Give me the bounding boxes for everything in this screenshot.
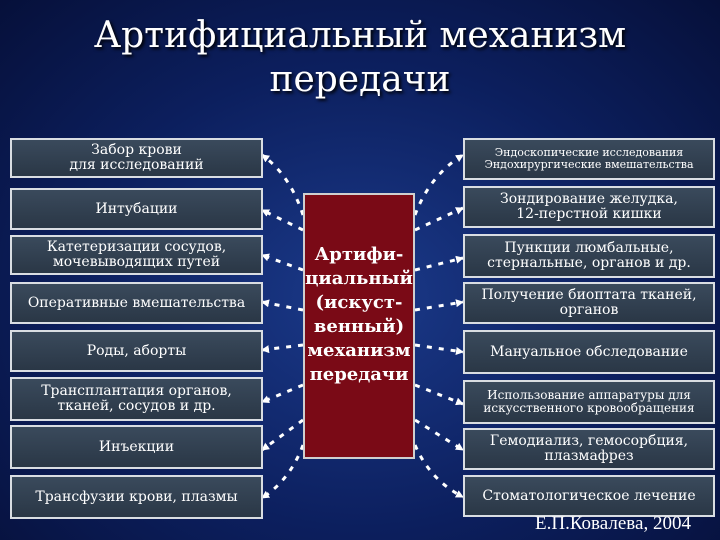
arrow-left-3 <box>262 255 303 270</box>
right-item-manual-exam: Мануальное обследование <box>463 330 715 374</box>
author-credit: Е.П.Ковалева, 2004 <box>535 513 691 534</box>
arrow-right-2 <box>415 208 463 230</box>
arrow-left-1 <box>262 155 303 215</box>
arrow-right-6 <box>415 385 463 404</box>
right-item-biopsy: Получение биоптата тканей, органов <box>463 282 715 324</box>
right-item-hemodialysis: Гемодиализ, гемосорбция, плазмафрез <box>463 428 715 470</box>
arrow-left-6 <box>262 385 303 402</box>
left-item-transplantation: Трансплантация органов, тканей, сосудов и др. <box>10 377 263 421</box>
left-item-births-abortions: Роды, аборты <box>10 330 263 372</box>
left-item-injections: Инъекции <box>10 425 263 469</box>
arrow-left-8 <box>262 445 303 498</box>
right-item-probing: Зондирование желудка, 12-перстной кишки <box>463 186 715 228</box>
arrow-right-8 <box>415 445 463 497</box>
right-item-dentistry: Стоматологическое лечение <box>463 475 715 517</box>
left-item-surgery: Оперативные вмешательства <box>10 282 263 324</box>
arrow-left-7 <box>262 420 303 450</box>
arrow-left-4 <box>262 302 303 310</box>
left-item-intubation: Интубации <box>10 188 263 230</box>
left-item-catheterization: Катетеризации сосудов, мочевыводящих путей <box>10 235 263 275</box>
title-line-1: Артифициальный механизм <box>93 15 627 56</box>
arrow-right-5 <box>415 345 463 352</box>
arrow-right-3 <box>415 258 463 270</box>
arrow-right-1 <box>415 155 463 215</box>
arrow-left-5 <box>262 345 303 350</box>
left-item-blood-sampling: Забор крови для исследований <box>10 138 263 178</box>
arrow-right-7 <box>415 420 463 450</box>
left-item-transfusions: Трансфузии крови, плазмы <box>10 475 263 519</box>
right-item-artificial-circulation: Использование аппаратуры для искусственного кровообращения <box>463 380 715 424</box>
title-line-2: передачи <box>269 59 451 100</box>
arrow-right-4 <box>415 302 463 310</box>
right-item-punctures: Пункции люмбальные, стернальные, органов и др. <box>463 234 715 278</box>
center-box: Артифи- циальный (искуст- венный) механизм передачи <box>303 193 415 459</box>
right-item-endoscopy: Эндоскопические исследования Эндохирургические вмешательства <box>463 138 715 180</box>
arrow-left-2 <box>262 210 303 230</box>
